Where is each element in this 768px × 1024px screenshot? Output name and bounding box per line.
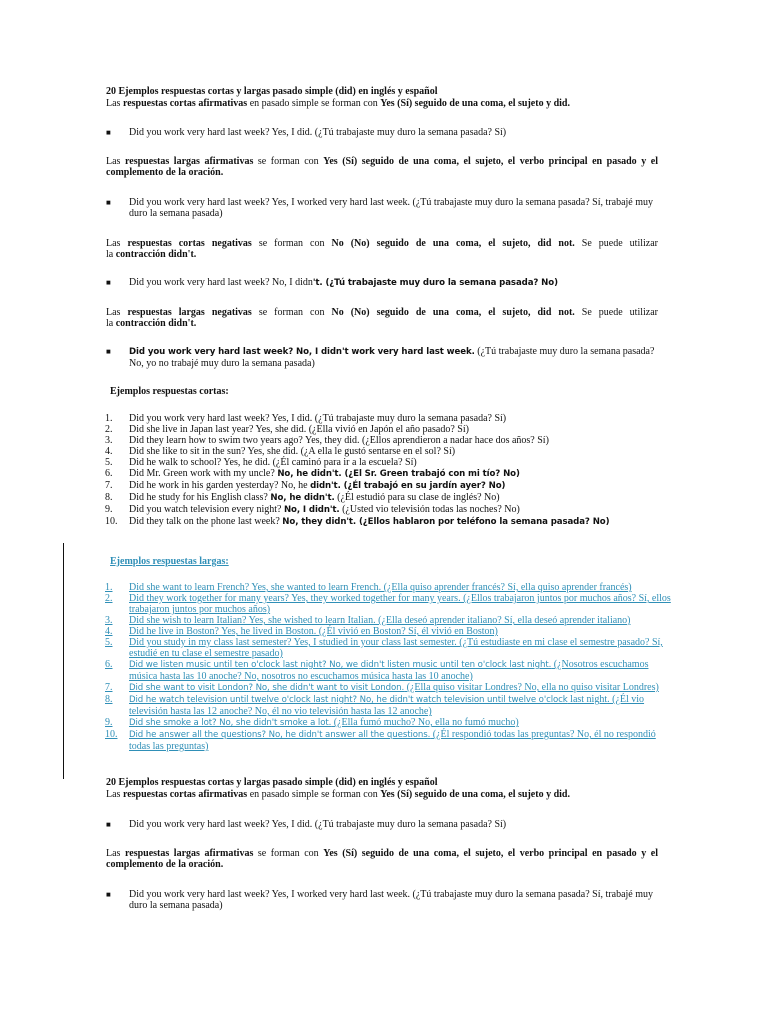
bullet-icon: ■ xyxy=(106,890,111,899)
bullet-text: Did you work very hard last week? Yes, I did. (¿Tú trabajaste muy duro la semana pasada? Sí) xyxy=(129,819,507,830)
list-item-link[interactable]: 3. Did she wish to learn Italian? Yes, she wished to learn Italian. (¿Ella deseó aprender italiano? Sí, ella deseó aprender italiano) xyxy=(105,615,631,626)
list-item: 8. Did he study for his English class? No, he didn't. (¿Él estudió para su clase de inglés? No) xyxy=(105,492,500,503)
list-item-link[interactable]: 6. Did we listen music until ten o'clock last night? No, we didn't listen music until ten o'clock last night. (¿Nosotros escuchamos música hasta las 10 anoche? No, nosotros no escuchamos música hasta las 10 anoche) xyxy=(105,659,649,682)
bullet-text: Did you work very hard last week? Yes, I did. (¿Tú trabajaste muy duro la semana pasada? Sí) xyxy=(129,127,507,138)
largas-heading[interactable]: Ejemplos respuestas largas: xyxy=(110,556,229,567)
list-item-link[interactable]: 5. Did you study in my class last semester? Yes, I studied in your class last semester. (¿Tú estudiaste en mi clase el semestre pasado? Sí, estudié en tu clase el semestre pasado) xyxy=(105,637,663,659)
bullet-icon: ■ xyxy=(106,278,111,287)
largas-list xyxy=(105,582,673,752)
list-item-link[interactable]: 1. Did she want to learn French? Yes, she wanted to learn French. (¿Ella quiso aprender francés? Sí, ella quiso aprender francés) xyxy=(105,582,632,593)
intro-paragraph: Las respuestas cortas afirmativas en pasado simple se forman con Yes (Sí) seguido de una coma, el sujeto y did. xyxy=(106,98,570,109)
cortas-heading: Ejemplos respuestas cortas: xyxy=(110,386,229,397)
list-item: 2. Did she live in Japan last year? Yes, she did. (¿Ella vivió en Japón el año pasado? Sí) xyxy=(105,424,469,435)
list-item-link[interactable]: 7. Did she want to visit London? No, she didn't want to visit London. (¿Ella quiso visitar Londres? No, ella no quiso visitar Londres) xyxy=(105,682,659,693)
list-item-link[interactable]: 8. Did he watch television until twelve o'clock last night? No, he didn't watch television until twelve o'clock last night. (¿Él vio televisión hasta las 12 anoche? No, él no vio televisión hasta las 12 anoche) xyxy=(105,694,645,717)
list-item-link[interactable]: 10. Did he answer all the questions? No, he didn't answer all the questions. (¿Él respondió todas las preguntas? No, él no respondió todas las preguntas) xyxy=(105,729,656,752)
largas-negativas-paragraph: Las respuestas largas negativas se forman con No (No) seguido de una coma, el sujeto, did not. Se puede utilizar xyxy=(106,307,658,318)
list-item: 9. Did you watch television every night? No, I didn't. (¿Usted vio televisión todas las noches? No) xyxy=(105,504,520,515)
largas-afirmativas-paragraph: Las respuestas largas afirmativas se forman con Yes (Sí) seguido de una coma, el sujeto, el verbo principal en pasado y el xyxy=(106,156,658,167)
largas-negativas-line2: la contracción didn't. xyxy=(106,318,197,329)
cortas-negativas-paragraph: Las respuestas cortas negativas se forman con No (No) seguido de una coma, el sujeto, did not. Se puede utilizar xyxy=(106,238,658,249)
cortas-negativas-line2: la contracción didn't. xyxy=(106,249,197,260)
list-item-link[interactable]: 9. Did she smoke a lot? No, she didn't smoke a lot. (¿Ella fumó mucho? No, ella no fumó mucho) xyxy=(105,717,519,728)
bullet-icon: ■ xyxy=(106,128,111,137)
bullet-text: Did you work very hard last week? Yes, I worked very hard last week. (¿Tú trabajaste muy duro la semana pasada? Sí, trabajé muy duro la semana pasada) xyxy=(129,889,653,911)
list-item: 10. Did they talk on the phone last week? No, they didn't. (¿Ellos hablaron por teléfono la semana pasada? No) xyxy=(105,516,610,527)
bullet-icon: ■ xyxy=(106,198,111,207)
bullet-text: Did you work very hard last week? No, I didn't work very hard last week. (¿Tú trabajaste muy duro la semana pasada? No, yo no trabajé muy duro la semana pasada) xyxy=(129,346,655,369)
list-item: 3. Did they learn how to swim two years ago? Yes, they did. (¿Ellos aprendieron a nadar hace dos años? Sí) xyxy=(105,435,549,446)
margin-rule xyxy=(63,543,64,779)
repeat-intro: Las respuestas cortas afirmativas en pasado simple se forman con Yes (Sí) seguido de una coma, el sujeto y did. xyxy=(106,789,570,800)
list-item: 4. Did she like to sit in the sun? Yes, she did. (¿A ella le gustó sentarse en el sol? Sí) xyxy=(105,446,456,457)
repeat-largas-paragraph: Las respuestas largas afirmativas se forman con Yes (Sí) seguido de una coma, el sujeto, el verbo principal en pasado y el xyxy=(106,848,658,859)
bullet-icon: ■ xyxy=(106,820,111,829)
document-title: 20 Ejemplos respuestas cortas y largas pasado simple (did) en inglés y español xyxy=(106,86,438,97)
bullet-icon: ■ xyxy=(106,347,111,356)
cortas-list xyxy=(105,413,673,528)
bullet-text: Did you work very hard last week? Yes, I worked very hard last week. (¿Tú trabajaste muy duro la semana pasada? Sí, trabajé muy duro la semana pasada) xyxy=(129,197,653,219)
list-item-link[interactable]: 2. Did they work together for many years? Yes, they worked together for many years. (¿Ellos trabajaron juntos por muchos años? Sí, ellos trabajaron juntos por muchos años) xyxy=(105,593,671,615)
bullet-text: Did you work very hard last week? No, I didn't. (¿Tú trabajaste muy duro la semana pasada? No) xyxy=(129,277,558,288)
list-item: 5. Did he walk to school? Yes, he did. (¿Él caminó para ir a la escuela? Sí) xyxy=(105,457,417,468)
list-item: 6. Did Mr. Green work with my uncle? No, he didn't. (¿El Sr. Green trabajó con mi tío? No) xyxy=(105,468,520,479)
largas-afirmativas-line2: complemento de la oración. xyxy=(106,167,224,178)
list-item: 7. Did he work in his garden yesterday? No, he didn't. (¿Él trabajó en su jardín ayer? No) xyxy=(105,480,506,491)
list-item: 1. Did you work very hard last week? Yes, I did. (¿Tú trabajaste muy duro la semana pasada? Sí) xyxy=(105,413,507,424)
repeat-largas-line2: complemento de la oración. xyxy=(106,859,224,870)
list-item-link[interactable]: 4. Did he live in Boston? Yes, he lived in Boston. (¿Él vivió en Boston? Sí, él vivió en Boston) xyxy=(105,626,498,637)
repeat-title: 20 Ejemplos respuestas cortas y largas pasado simple (did) en inglés y español xyxy=(106,777,438,788)
